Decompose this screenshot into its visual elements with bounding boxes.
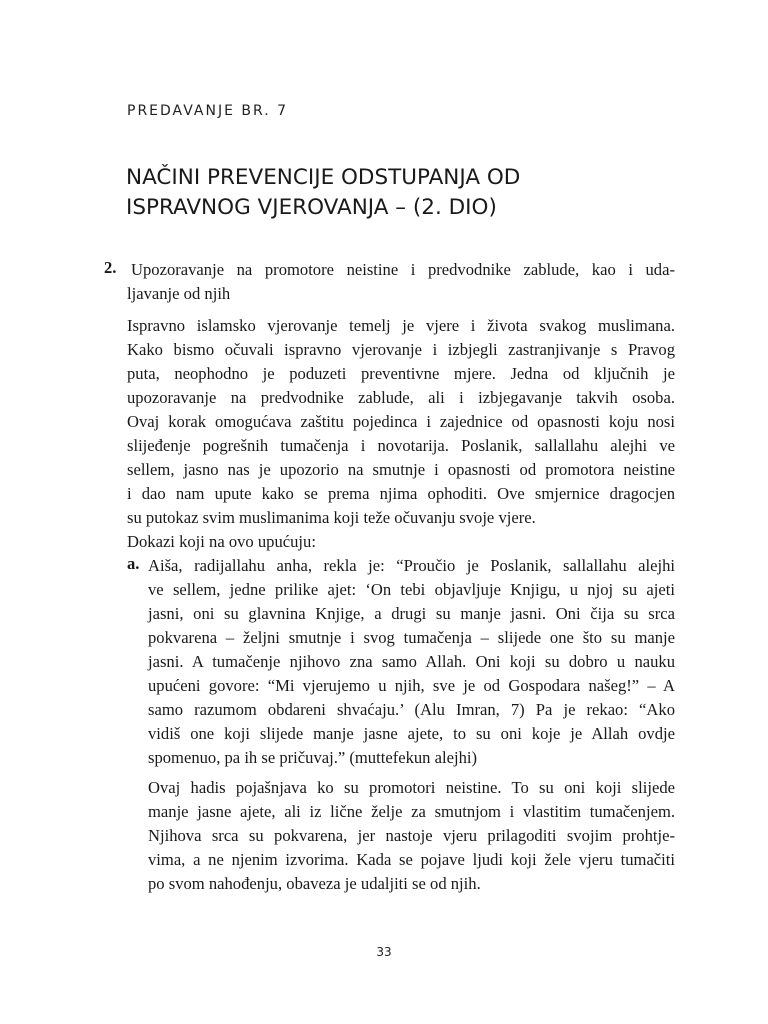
- commentary-line: po svom nahođenju, obaveza je udaljiti se od njih.: [148, 874, 481, 893]
- paragraph-line: Kako bismo očuvali ispravno vjerovanje i izbjegli zastranjivanje s Pravog: [127, 340, 675, 359]
- hadith-line: jasni. A tumačenje njihovo zna samo Allah. Oni koji su dobro u nauku: [148, 652, 675, 671]
- paragraph-line: slijeđenje pogrešnih tumačenja i novotarija. Poslanik, sallallahu alejhi ve: [127, 436, 675, 455]
- title-line: NAČINI PREVENCIJE ODSTUPANJA OD: [126, 165, 521, 190]
- section-heading-line: Upozoravanje na promotore neistine i predvodnike zablude, kao i uda-: [131, 260, 675, 279]
- commentary-line: Ovaj hadis pojašnjava ko su promotori neistine. To su oni koji slijede: [148, 778, 675, 797]
- paragraph-line: Ovaj korak omogućava zaštitu pojedinca i zajednice od opasnosti koju nosi: [127, 412, 675, 431]
- paragraph-line: sellem, jasno nas je upozorio na smutnje i opasnosti od promotora neistine: [127, 460, 675, 479]
- page-title: [126, 163, 686, 223]
- paragraph-line: i dao nam upute kako se prema njima ophoditi. Ove smjernice dragocjen: [127, 484, 675, 503]
- paragraph-line: upozoravanje na predvodnike zablude, ali i izbjegavanje takvih osoba.: [127, 388, 675, 407]
- paragraph-line: su putokaz svim muslimanima koji teže očuvanju svoje vjere.: [127, 508, 536, 527]
- evidence-intro: Dokazi koji na ovo upućuju:: [127, 532, 316, 551]
- lecture-label: PREDAVANJE BR. 7: [127, 103, 289, 119]
- sub-item-letter: a.: [127, 554, 140, 573]
- section-number: 2.: [104, 258, 117, 277]
- hadith-line: ve sellem, jedne prilike ajet: ‘On tebi objavljuje Knjigu, u njoj su ajeti: [148, 580, 675, 599]
- section-heading-line: ljavanje od njih: [127, 284, 231, 303]
- paragraph-line: puta, neophodno je poduzeti preventivne mjere. Jedna od ključnih je: [127, 364, 675, 383]
- commentary-line: vima, a ne njenim izvorima. Kada se pojave ljudi koji žele vjeru tumačiti: [148, 850, 675, 869]
- hadith-line: pokvarena – željni smutnje i svog tumačenja – slijede one što su manje: [148, 628, 675, 647]
- hadith-line: spomenuo, pa ih se pričuvaj.” (muttefekun alejhi): [148, 748, 478, 767]
- title-line: ISPRAVNOG VJEROVANJA – (2. DIO): [126, 195, 497, 220]
- hadith-line: vidiš one koji slijede manje jasne ajete, to su oni koje je Allah ovdje: [148, 724, 675, 743]
- hadith-line: samo razumom obdareni shvaćaju.’ (Alu Imran, 7) Pa je rekao: “Ako: [148, 700, 675, 719]
- hadith-line: Aiša, radijallahu anha, rekla je: “Proučio je Poslanik, sallallahu alejhi: [148, 556, 675, 575]
- commentary-line: Njihova srca su pokvarena, jer nastoje vjeru prilagoditi svojim prohtje-: [148, 826, 675, 845]
- hadith-line: upućeni govore: “Mi vjerujemo u njih, sve je od Gospodara našeg!” – A: [148, 676, 675, 695]
- commentary-line: manje jasne ajete, ali iz lične želje za smutnjom i vlastitim tumačenjem.: [148, 802, 675, 821]
- hadith-line: jasni, oni su glavnina Knjige, a drugi su manje jasni. Oni čija su srca: [148, 604, 675, 623]
- page-number: 33: [376, 945, 392, 959]
- paragraph-line: Ispravno islamsko vjerovanje temelj je vjere i života svakog muslimana.: [127, 316, 675, 335]
